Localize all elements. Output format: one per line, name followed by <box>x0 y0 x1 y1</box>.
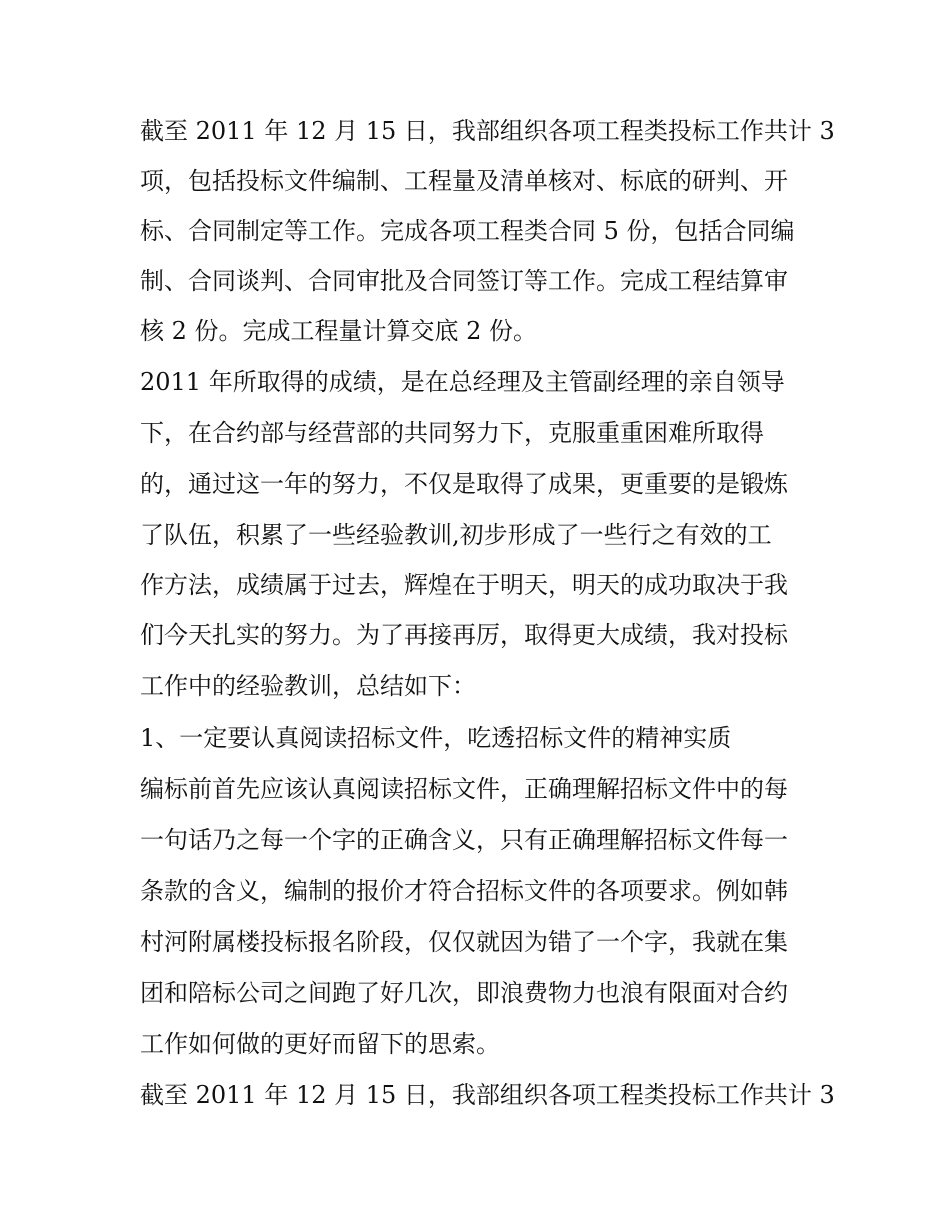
text-line: 编标前首先应该认真阅读招标文件，正确理解招标文件中的每 <box>140 775 788 803</box>
text-line: 核 2 份。完成工程量计算交底 2 份。 <box>140 317 538 345</box>
text-line: 截至 2011 年 12 月 15 日，我部组织各项工程类投标工作共计 3 <box>140 117 835 145</box>
text-line: 1、一定要认真阅读招标文件，吃透招标文件的精神实质 <box>140 724 732 752</box>
text-line: 了队伍，积累了一些经验教训,初步形成了一些行之有效的工 <box>140 521 772 549</box>
text-line: 标、合同制定等工作。完成各项工程类合同 5 份，包括合同编 <box>140 217 795 245</box>
text-line: 团和陪标公司之间跑了好几次，即浪费物力也浪有限面对合约 <box>140 979 788 1007</box>
text-line: 下，在合约部与经营部的共同努力下，克服重重困难所取得 <box>140 419 764 447</box>
text-line: 作方法，成绩属于过去，辉煌在于明天，明天的成功取决于我 <box>140 571 788 599</box>
text-line: 条款的含义，编制的报价才符合招标文件的各项要求。例如韩 <box>140 877 788 905</box>
text-line: 的，通过这一年的努力，不仅是取得了成果，更重要的是锻炼 <box>140 470 788 498</box>
text-line: 们今天扎实的努力。为了再接再厉，取得更大成绩，我对投标 <box>140 621 788 649</box>
text-line: 项，包括投标文件编制、工程量及清单核对、标底的研判、开 <box>140 167 788 195</box>
text-line: 村河附属楼投标报名阶段，仅仅就因为错了一个字，我就在集 <box>140 928 788 956</box>
text-line: 工作中的经验教训，总结如下： <box>140 672 476 700</box>
text-line: 一句话乃之每一个字的正确含义，只有正确理解招标文件每一 <box>140 826 788 854</box>
text-line: 截至 2011 年 12 月 15 日，我部组织各项工程类投标工作共计 3 <box>140 1081 835 1109</box>
text-line: 工作如何做的更好而留下的思索。 <box>140 1030 500 1058</box>
text-line: 2011 年所取得的成绩，是在总经理及主管副经理的亲自领导 <box>140 368 785 396</box>
text-line: 制、合同谈判、合同审批及合同签订等工作。完成工程结算审 <box>140 267 788 295</box>
